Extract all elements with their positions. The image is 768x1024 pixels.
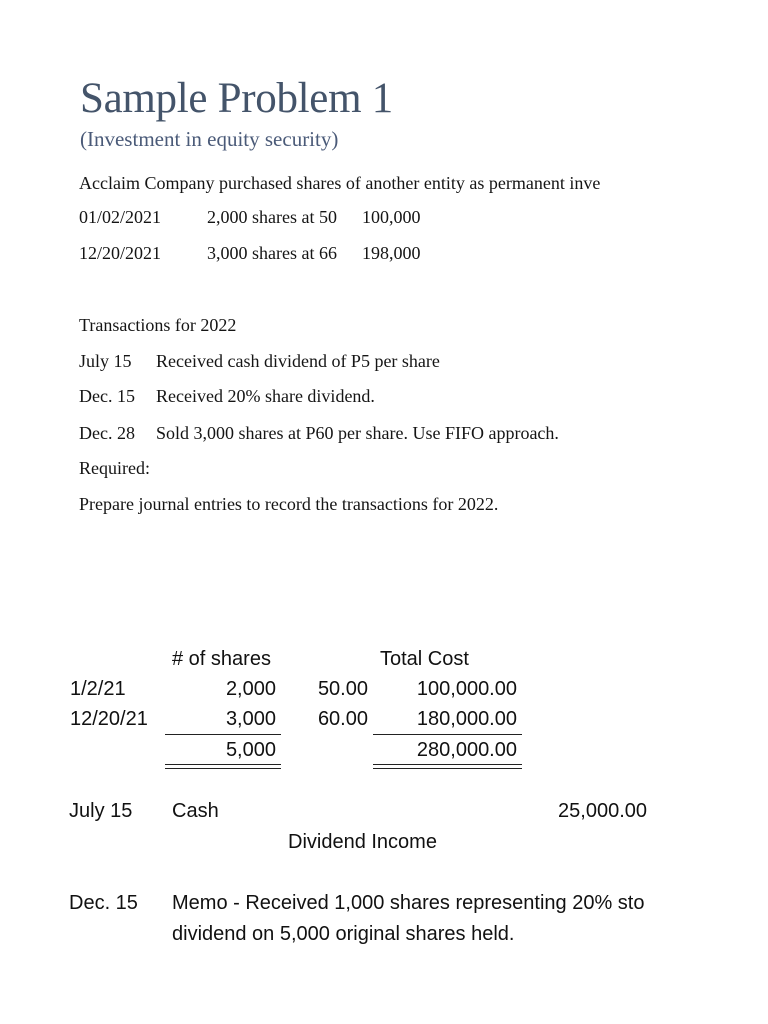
total-shares: 5,000 bbox=[225, 739, 276, 761]
required-label: Required: bbox=[79, 458, 150, 478]
journal-date: July 15 bbox=[69, 800, 133, 822]
debit-amount: 25,000.00 bbox=[558, 800, 647, 822]
shares-column-header: # of shares bbox=[172, 648, 271, 670]
schedule-row-price: 60.00 bbox=[317, 708, 368, 730]
transaction-desc: Received cash dividend of P5 per share bbox=[156, 351, 440, 371]
subtotal-rule bbox=[165, 734, 281, 735]
purchase-amount: 100,000 bbox=[362, 207, 421, 227]
memo-line: dividend on 5,000 original shares held. bbox=[172, 923, 515, 945]
schedule-row-cost: 180,000.00 bbox=[416, 708, 517, 730]
transaction-desc: Received 20% share dividend. bbox=[156, 386, 375, 406]
total-double-rule bbox=[165, 764, 281, 769]
total-cost-column-header: Total Cost bbox=[380, 648, 469, 670]
schedule-row-shares: 3,000 bbox=[225, 708, 276, 730]
memo-line: Memo - Received 1,000 shares representing 20% sto bbox=[172, 892, 645, 914]
page-title: Sample Problem 1 bbox=[80, 75, 393, 122]
required-text: Prepare journal entries to record the transactions for 2022. bbox=[79, 494, 499, 514]
problem-intro: Acclaim Company purchased shares of another entity as permanent inve bbox=[79, 173, 601, 193]
debit-account: Cash bbox=[172, 800, 219, 822]
total-cost: 280,000.00 bbox=[416, 739, 517, 761]
transaction-date: Dec. 15 bbox=[79, 386, 135, 406]
schedule-row-date: 12/20/21 bbox=[70, 708, 148, 730]
purchase-amount: 198,000 bbox=[362, 243, 421, 263]
schedule-row-date: 1/2/21 bbox=[70, 678, 126, 700]
purchase-desc: 2,000 shares at 50 bbox=[207, 207, 337, 227]
schedule-row-cost: 100,000.00 bbox=[416, 678, 517, 700]
transaction-date: Dec. 28 bbox=[79, 423, 135, 443]
total-double-rule bbox=[373, 764, 522, 769]
transaction-desc: Sold 3,000 shares at P60 per share. Use FIFO approach. bbox=[156, 423, 559, 443]
purchase-desc: 3,000 shares at 66 bbox=[207, 243, 337, 263]
transaction-date: July 15 bbox=[79, 351, 132, 371]
purchase-date: 12/20/2021 bbox=[79, 243, 162, 263]
transactions-heading: Transactions for 2022 bbox=[79, 315, 237, 335]
schedule-row-price: 50.00 bbox=[317, 678, 368, 700]
page-subtitle: (Investment in equity security) bbox=[80, 127, 339, 151]
subtotal-rule bbox=[373, 734, 522, 735]
schedule-row-shares: 2,000 bbox=[225, 678, 276, 700]
journal-date: Dec. 15 bbox=[69, 892, 138, 914]
purchase-date: 01/02/2021 bbox=[79, 207, 162, 227]
credit-account: Dividend Income bbox=[288, 831, 437, 853]
